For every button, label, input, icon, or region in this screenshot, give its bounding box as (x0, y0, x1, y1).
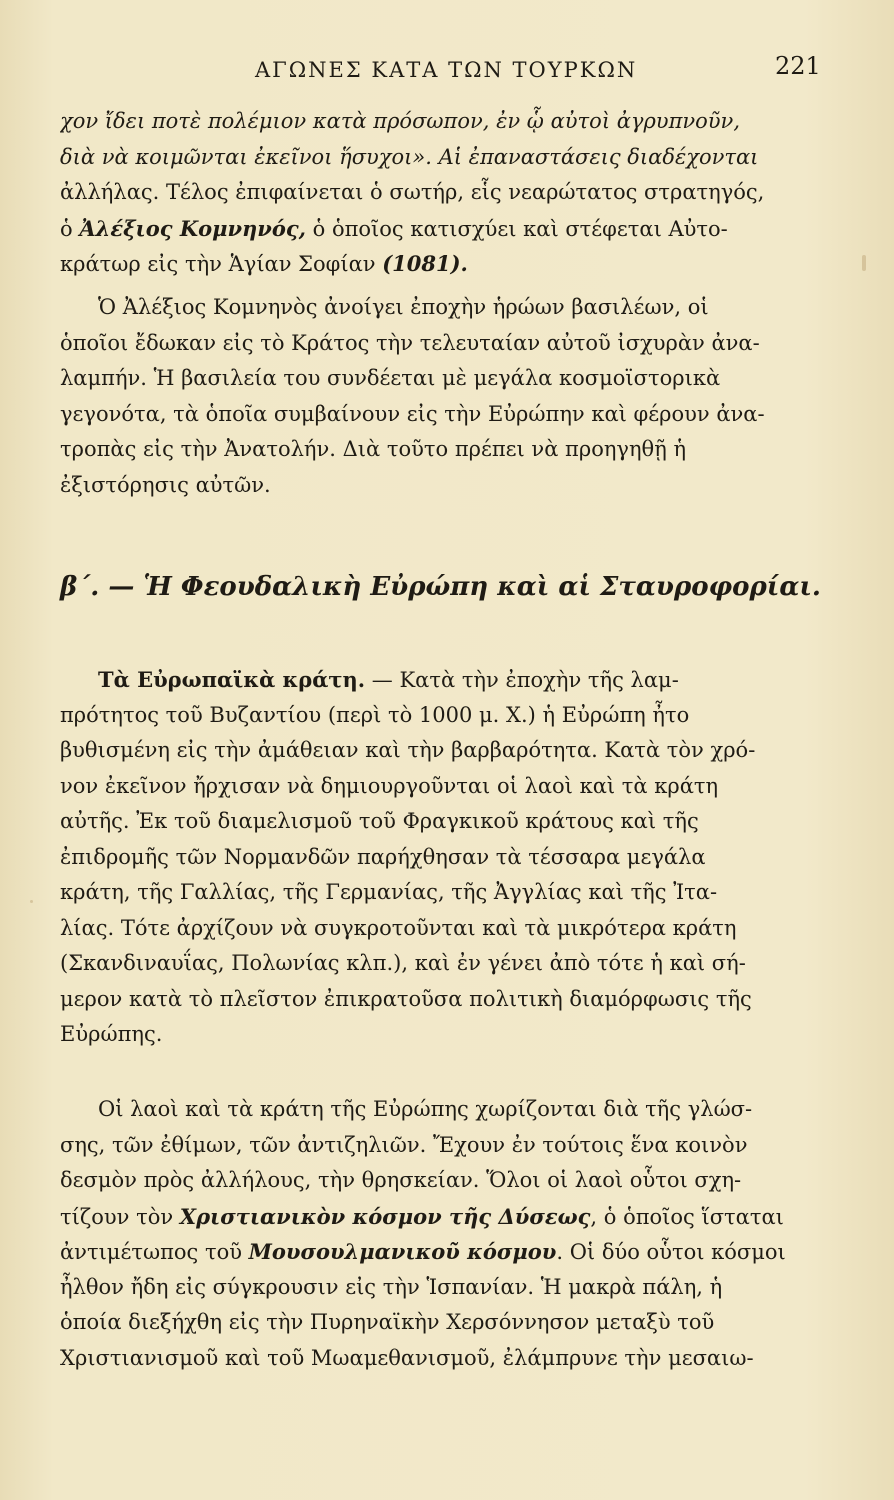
emphasized-phrase: Χριστιανικὸν κόσμον τῆς Δύσεως (179, 1203, 591, 1229)
text-line (60, 211, 835, 247)
text-run: ἀντιμέτωπος τοῦ (60, 1240, 249, 1264)
page-header (0, 52, 894, 92)
text-line: νον ἐκεῖνον ἤρχισαν νὰ δημιουργοῦνται οἱ λαοὶ καὶ τὰ κράτη (60, 773, 719, 798)
text-run: , ὁ ὁποῖος ἵσταται (590, 1204, 784, 1229)
text-line: Οἱ λαοὶ καὶ τὰ κράτη τῆς Εὐρώπης χωρίζονται διὰ τῆς γλώσ- (98, 1097, 753, 1121)
emphasized-year: (1081). (382, 251, 468, 276)
text-line (60, 1199, 835, 1235)
text-line: Χριστιανισμοῦ καὶ τοῦ Μωαμεθανισμοῦ, ἐλάμπρυνε τὴν μεσαιω- (60, 1345, 754, 1370)
emphasized-name: Ἀλέξιος Κομνηνός, (79, 215, 306, 241)
text-line: (Σκανδιναυΐας, Πολωνίας κλπ.), καὶ ἐν γένει ἀπὸ τότε ἡ καὶ σή- (60, 951, 746, 975)
text-line: σης, τῶν ἐθίμων, τῶν ἀντιζηλιῶν. Ἔχουν ἐν τούτοις ἕνα κοινὸν (60, 1132, 748, 1157)
text-line: τροπὰς εἰς τὴν Ἀνατολήν. Διὰ τοῦτο πρέπει νὰ προηγηθῇ ἡ (60, 437, 687, 461)
text-line: ὁποῖοι ἔδωκαν εἰς τὸ Κράτος τὴν τελευταίαν αὐτοῦ ἰσχυρὰν ἀνα- (60, 330, 760, 355)
text-line: ὁποία διεξήχθη εἰς τὴν Πυρηναϊκὴν Χερσόννησον μεταξὺ τοῦ (60, 1310, 715, 1334)
text-run: τίζουν τὸν (60, 1204, 180, 1229)
paper-speck (30, 900, 33, 903)
paper-stain (862, 255, 866, 271)
text-line: χον ἴδει ποτὲ πολέμιον κατὰ πρόσωπον, ἐν ᾧ αὐτοὶ ἀγρυπνοῦν, (60, 109, 740, 133)
text-line: ἐπιδρομῆς τῶν Νορμανδῶν παρήχθησαν τὰ τέσσαρα μεγάλα (60, 844, 706, 869)
text-line: πρότητος τοῦ Βυζαντίου (περὶ τὸ 1000 μ. Χ.) ἡ Εὐρώπη ἦτο (60, 702, 690, 727)
text-run: ὁ ὁποῖος κατισχύει καὶ στέφεται Αὐτο- (305, 216, 728, 241)
paragraph-european-states (60, 662, 835, 1053)
page-number: 221 (775, 52, 821, 80)
text-line: μερον κατὰ τὸ πλεῖστον ἐπικρατοῦσα πολιτικὴ διαμόρφωσις τῆς (60, 986, 752, 1011)
paragraph-continuation (60, 104, 835, 282)
text-line: ἐξιστόρησις αὐτῶν. (60, 472, 271, 497)
text-line: αὐτῆς. Ἐκ τοῦ διαμελισμοῦ τοῦ Φραγκικοῦ κράτους καὶ τῆς (60, 809, 699, 833)
text-line: δεσμὸν πρὸς ἀλλήλους, τὴν θρησκείαν. Ὅλοι οἱ λαοὶ οὗτοι σχη- (60, 1168, 742, 1192)
text-line: λαμπήν. Ἡ βασιλεία του συνδέεται μὲ μεγάλα κοσμοϊστορικὰ (60, 366, 721, 390)
paragraph-lead-title: Τὰ Εὐρωπαϊκὰ κράτη. (98, 667, 366, 692)
section-heading: β΄. — Ἡ Φεουδαλικὴ Εὐρώπη καὶ αἱ Σταυροφορίαι. (60, 572, 821, 602)
text-run: . Οἱ δύο οὗτοι κόσμοι (556, 1240, 786, 1264)
emphasized-phrase: Μουσουλμανικοῦ κόσμου (248, 1239, 557, 1264)
text-line (60, 246, 835, 282)
paragraph-christian-world (60, 1092, 835, 1376)
text-line: Ὁ Ἀλέξιος Κομνηνὸς ἀνοίγει ἐποχὴν ἡρώων βασιλέων, οἱ (98, 295, 709, 319)
text-line: γεγονότα, τὰ ὁποῖα συμβαίνουν εἰς τὴν Εὐρώπην καὶ φέρουν ἀνα- (60, 401, 765, 426)
text-line: ἦλθον ἤδη εἰς σύγκρουσιν εἰς τὴν Ἱσπανίαν. Ἡ μακρὰ πάλη, ἡ (60, 1274, 723, 1299)
text-line: λίας. Τότε ἀρχίζουν νὰ συγκροτοῦνται καὶ τὰ μικρότερα κράτη (60, 915, 737, 940)
text-line: διὰ νὰ κοιμῶνται ἐκεῖνοι ἥσυχοι». Αἱ ἐπαναστάσεις διαδέχονται (60, 144, 759, 169)
text-line: ἀλλήλας. Τέλος ἐπιφαίνεται ὁ σωτήρ, εἷς νεαρώτατος στρατηγός, (60, 180, 765, 204)
text-run: ὁ (60, 216, 80, 241)
text-line: Εὐρώπης. (60, 1022, 163, 1046)
text-run: — Κατὰ τὴν ἐποχὴν τῆς λαμ- (365, 668, 679, 692)
text-run: κράτωρ εἰς τὴν Ἁγίαν Σοφίαν (60, 252, 383, 276)
text-line (60, 1234, 835, 1270)
text-line: βυθισμένη εἰς τὴν ἀμάθειαν καὶ τὴν βαρβαρότητα. Κατὰ τὸν χρό- (60, 738, 756, 762)
text-line (60, 662, 835, 698)
running-title: ΑΓΩΝΕΣ ΚΑΤΑ ΤΩΝ ΤΟΥΡΚΩΝ (255, 58, 638, 82)
text-line: κράτη, τῆς Γαλλίας, τῆς Γερμανίας, τῆς Ἀγγλίας καὶ τῆς Ἰτα- (60, 880, 718, 904)
paragraph-alexios (60, 290, 835, 503)
